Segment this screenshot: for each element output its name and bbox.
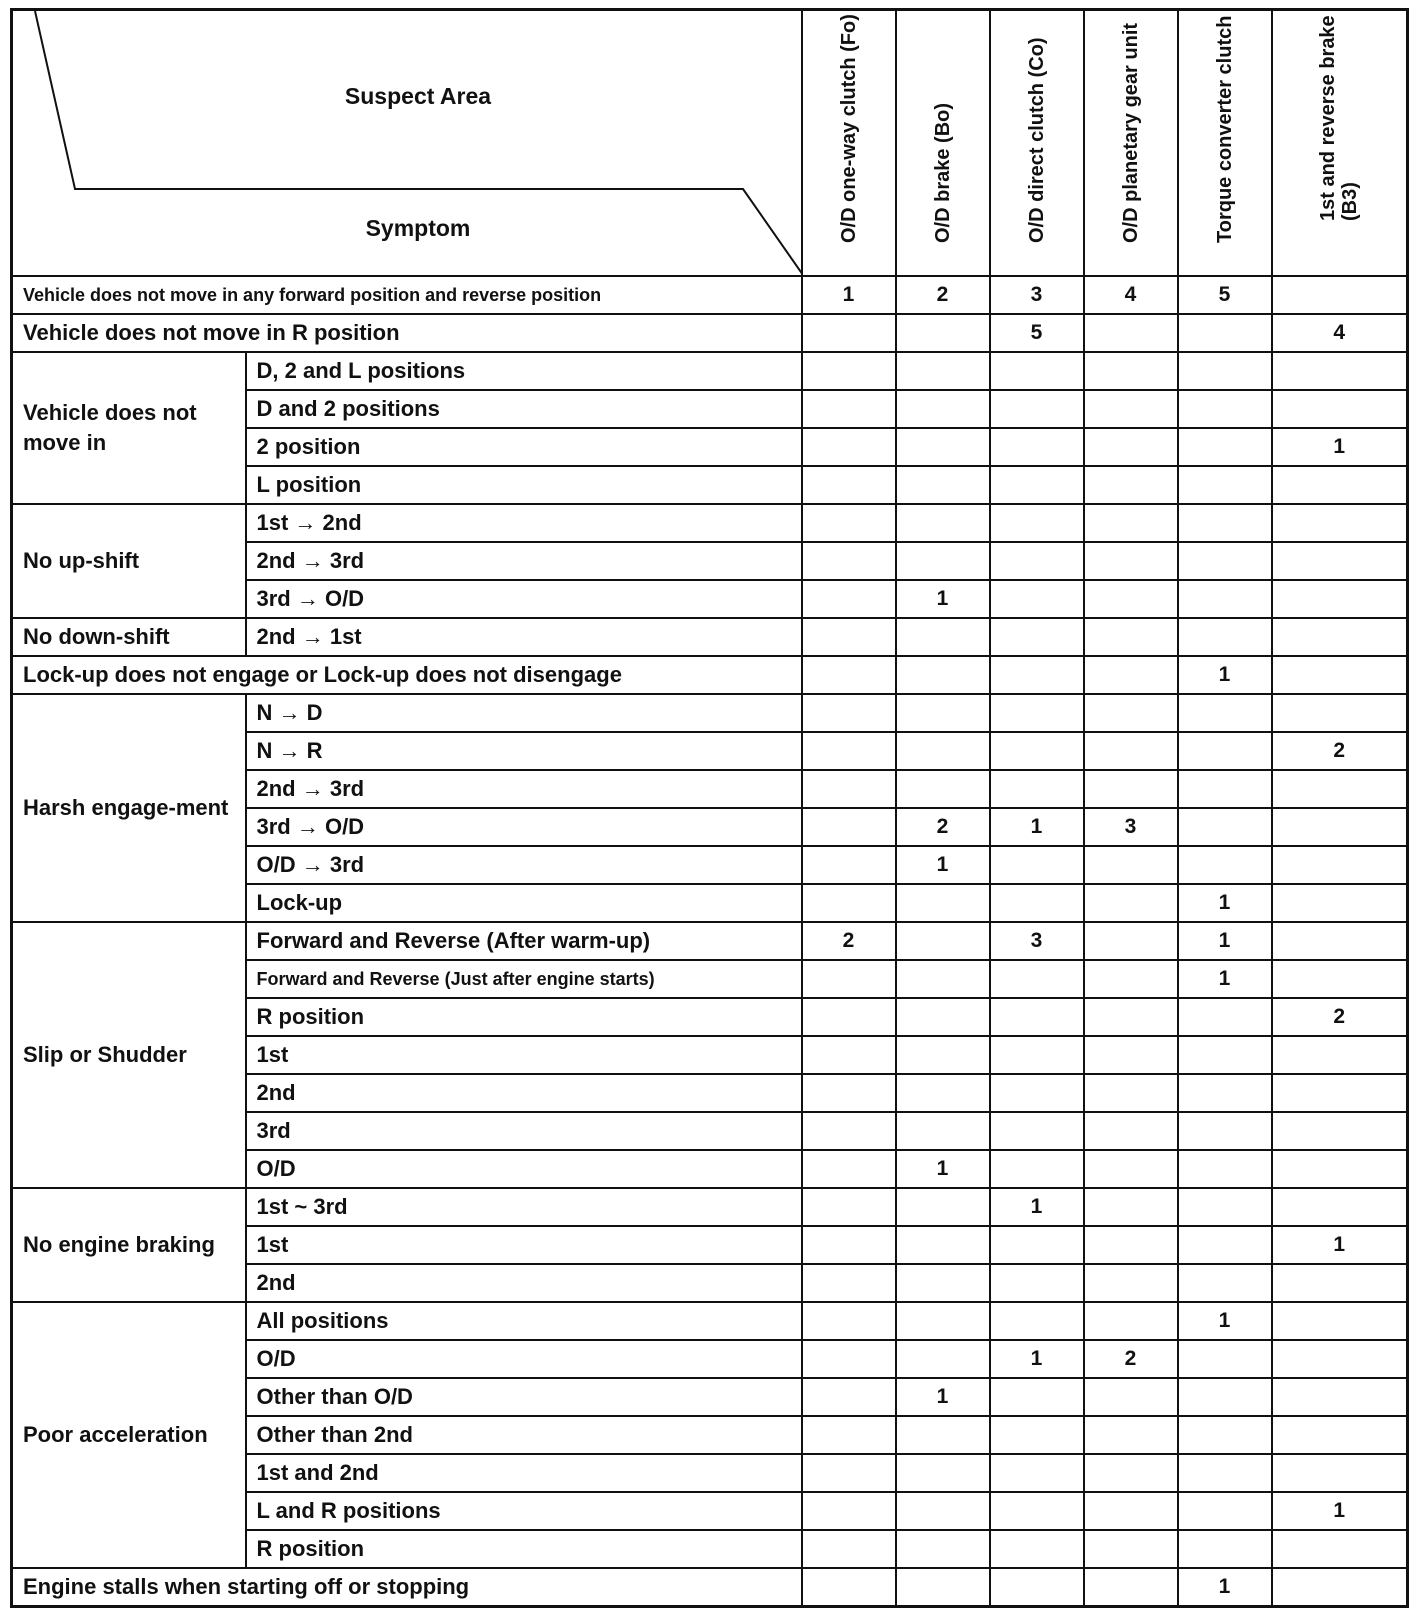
priority-cell bbox=[1178, 580, 1272, 618]
priority-cell bbox=[990, 618, 1084, 656]
priority-cell bbox=[1272, 1036, 1408, 1074]
table-row bbox=[12, 1188, 1408, 1226]
priority-cell bbox=[1084, 1226, 1178, 1264]
priority-cell bbox=[1272, 542, 1408, 580]
priority-cell bbox=[1178, 1226, 1272, 1264]
priority-cell bbox=[896, 960, 990, 998]
priority-cell bbox=[896, 504, 990, 542]
priority-cell bbox=[1178, 770, 1272, 808]
priority-cell: 1 bbox=[990, 1340, 1084, 1378]
priority-cell bbox=[990, 1530, 1084, 1568]
priority-cell bbox=[1178, 542, 1272, 580]
column-header: 1st and reverse brake (B3) bbox=[1272, 10, 1408, 277]
priority-cell bbox=[802, 656, 896, 694]
priority-cell bbox=[1272, 1454, 1408, 1492]
priority-cell bbox=[802, 352, 896, 390]
priority-cell bbox=[1272, 960, 1408, 998]
symptom-detail-cell: 2nd bbox=[246, 1264, 802, 1302]
priority-cell bbox=[1178, 1036, 1272, 1074]
priority-cell bbox=[802, 1454, 896, 1492]
symptom-cell: Lock-up does not engage or Lock-up does not disengage bbox=[12, 656, 802, 694]
priority-cell bbox=[1272, 808, 1408, 846]
priority-cell bbox=[896, 1188, 990, 1226]
suspect-area-label: Suspect Area bbox=[344, 83, 492, 109]
priority-cell bbox=[802, 1188, 896, 1226]
symptom-detail-cell: O/D bbox=[246, 1340, 802, 1378]
priority-cell bbox=[802, 1150, 896, 1188]
priority-cell bbox=[1178, 1530, 1272, 1568]
priority-cell bbox=[802, 732, 896, 770]
priority-cell bbox=[802, 1340, 896, 1378]
priority-cell bbox=[1272, 1188, 1408, 1226]
priority-cell bbox=[1272, 1150, 1408, 1188]
priority-cell bbox=[802, 1568, 896, 1607]
symptom-detail-cell: Other than 2nd bbox=[246, 1416, 802, 1454]
priority-cell bbox=[802, 1378, 896, 1416]
priority-cell bbox=[1272, 1112, 1408, 1150]
priority-cell: 1 bbox=[1178, 1302, 1272, 1340]
priority-cell bbox=[1178, 504, 1272, 542]
table-row bbox=[12, 1568, 1408, 1607]
priority-cell bbox=[1272, 922, 1408, 960]
priority-cell bbox=[1272, 656, 1408, 694]
priority-cell bbox=[1272, 390, 1408, 428]
priority-cell bbox=[802, 390, 896, 428]
symptom-detail-cell: O/D bbox=[246, 1150, 802, 1188]
priority-cell: 1 bbox=[1178, 884, 1272, 922]
priority-cell: 1 bbox=[896, 580, 990, 618]
symptom-group-cell: Harsh engage-ment bbox=[12, 694, 246, 922]
priority-cell bbox=[896, 694, 990, 732]
symptom-detail-cell: All positions bbox=[246, 1302, 802, 1340]
symptom-detail-cell: D and 2 positions bbox=[246, 390, 802, 428]
priority-cell bbox=[990, 770, 1084, 808]
priority-cell bbox=[1272, 276, 1408, 314]
priority-cell bbox=[1272, 504, 1408, 542]
symptom-detail-cell: R position bbox=[246, 1530, 802, 1568]
priority-cell bbox=[1178, 732, 1272, 770]
priority-cell: 1 bbox=[990, 808, 1084, 846]
priority-cell bbox=[1084, 884, 1178, 922]
symptom-detail-cell: L and R positions bbox=[246, 1492, 802, 1530]
symptom-cell: Engine stalls when starting off or stopping bbox=[12, 1568, 802, 1607]
column-header: O/D direct clutch (Co) bbox=[990, 10, 1084, 277]
column-header: O/D one-way clutch (Fo) bbox=[802, 10, 896, 277]
priority-cell bbox=[896, 542, 990, 580]
priority-cell bbox=[896, 352, 990, 390]
priority-cell bbox=[990, 1492, 1084, 1530]
priority-cell bbox=[896, 1568, 990, 1607]
symptom-detail-cell: O/D → 3rd bbox=[246, 846, 802, 884]
priority-cell bbox=[1272, 770, 1408, 808]
priority-cell bbox=[1084, 998, 1178, 1036]
priority-cell bbox=[1272, 1340, 1408, 1378]
priority-cell bbox=[990, 1416, 1084, 1454]
symptom-detail-cell: N → R bbox=[246, 732, 802, 770]
symptom-group-cell: No up-shift bbox=[12, 504, 246, 618]
priority-cell bbox=[990, 542, 1084, 580]
priority-cell bbox=[1178, 998, 1272, 1036]
priority-cell: 1 bbox=[802, 276, 896, 314]
symptom-detail-cell: 3rd bbox=[246, 1112, 802, 1150]
priority-cell bbox=[802, 1036, 896, 1074]
column-header: O/D brake (Bo) bbox=[896, 10, 990, 277]
symptom-group-cell: No down-shift bbox=[12, 618, 246, 656]
priority-cell bbox=[802, 1226, 896, 1264]
priority-cell bbox=[1178, 390, 1272, 428]
priority-cell bbox=[1272, 1302, 1408, 1340]
symptom-detail-cell: 1st bbox=[246, 1036, 802, 1074]
symptom-detail-cell: 1st → 2nd bbox=[246, 504, 802, 542]
priority-cell: 1 bbox=[990, 1188, 1084, 1226]
priority-cell: 4 bbox=[1272, 314, 1408, 352]
priority-cell bbox=[1272, 1568, 1408, 1607]
priority-cell bbox=[1084, 390, 1178, 428]
priority-cell bbox=[802, 1416, 896, 1454]
symptom-cell: Vehicle does not move in R position bbox=[12, 314, 802, 352]
priority-cell bbox=[1272, 846, 1408, 884]
priority-cell bbox=[1084, 1074, 1178, 1112]
priority-cell bbox=[896, 732, 990, 770]
priority-cell bbox=[1084, 1416, 1178, 1454]
priority-cell bbox=[1084, 466, 1178, 504]
table-row bbox=[12, 694, 1408, 732]
priority-cell: 1 bbox=[1178, 1568, 1272, 1607]
priority-cell bbox=[1178, 1150, 1272, 1188]
priority-cell bbox=[896, 428, 990, 466]
priority-cell bbox=[1084, 1530, 1178, 1568]
priority-cell bbox=[1084, 428, 1178, 466]
priority-cell: 2 bbox=[896, 808, 990, 846]
priority-cell bbox=[1084, 1568, 1178, 1607]
priority-cell bbox=[1084, 770, 1178, 808]
priority-cell bbox=[1272, 884, 1408, 922]
priority-cell bbox=[802, 1264, 896, 1302]
priority-cell bbox=[1178, 808, 1272, 846]
priority-cell bbox=[896, 1112, 990, 1150]
priority-cell bbox=[802, 998, 896, 1036]
priority-cell: 3 bbox=[990, 922, 1084, 960]
symptom-detail-cell: Lock-up bbox=[246, 884, 802, 922]
priority-cell bbox=[896, 466, 990, 504]
priority-cell bbox=[1272, 466, 1408, 504]
priority-cell bbox=[896, 1416, 990, 1454]
priority-cell bbox=[1084, 1378, 1178, 1416]
priority-cell bbox=[990, 1378, 1084, 1416]
priority-cell: 5 bbox=[1178, 276, 1272, 314]
priority-cell bbox=[896, 314, 990, 352]
priority-cell bbox=[990, 732, 1084, 770]
corner-header bbox=[12, 10, 802, 277]
priority-cell: 1 bbox=[896, 1150, 990, 1188]
symptom-cell: Vehicle does not move in any forward position and reverse position bbox=[12, 276, 802, 314]
priority-cell bbox=[802, 542, 896, 580]
priority-cell bbox=[1178, 1188, 1272, 1226]
priority-cell: 3 bbox=[990, 276, 1084, 314]
priority-cell bbox=[990, 1264, 1084, 1302]
symptom-suspect-area-table bbox=[10, 8, 1409, 1608]
symptom-detail-cell: 1st bbox=[246, 1226, 802, 1264]
priority-cell bbox=[896, 884, 990, 922]
table-body bbox=[12, 276, 1408, 1607]
priority-cell bbox=[896, 998, 990, 1036]
priority-cell bbox=[990, 846, 1084, 884]
priority-cell: 3 bbox=[1084, 808, 1178, 846]
symptom-group-cell: Vehicle does not move in bbox=[12, 352, 246, 504]
priority-cell bbox=[1084, 656, 1178, 694]
priority-cell bbox=[1272, 1074, 1408, 1112]
priority-cell bbox=[1084, 732, 1178, 770]
priority-cell bbox=[1084, 314, 1178, 352]
diagnosis-table-container bbox=[10, 8, 1406, 1608]
priority-cell bbox=[802, 960, 896, 998]
priority-cell bbox=[990, 960, 1084, 998]
priority-cell bbox=[990, 1112, 1084, 1150]
priority-cell bbox=[802, 1492, 896, 1530]
priority-cell: 1 bbox=[1178, 960, 1272, 998]
symptom-detail-cell: 3rd → O/D bbox=[246, 580, 802, 618]
priority-cell bbox=[990, 1302, 1084, 1340]
priority-cell bbox=[990, 656, 1084, 694]
priority-cell bbox=[1084, 694, 1178, 732]
priority-cell bbox=[1178, 1378, 1272, 1416]
priority-cell bbox=[1084, 1188, 1178, 1226]
priority-cell bbox=[1084, 922, 1178, 960]
symptom-group-cell: Slip or Shudder bbox=[12, 922, 246, 1188]
symptom-detail-cell: Other than O/D bbox=[246, 1378, 802, 1416]
priority-cell bbox=[1084, 1492, 1178, 1530]
priority-cell bbox=[1178, 618, 1272, 656]
priority-cell bbox=[990, 998, 1084, 1036]
table-row bbox=[12, 618, 1408, 656]
table-row bbox=[12, 352, 1408, 390]
symptom-detail-cell: 2nd → 3rd bbox=[246, 542, 802, 580]
priority-cell bbox=[802, 466, 896, 504]
priority-cell: 1 bbox=[1178, 922, 1272, 960]
priority-cell: 2 bbox=[1272, 998, 1408, 1036]
priority-cell bbox=[1178, 466, 1272, 504]
priority-cell bbox=[1084, 618, 1178, 656]
priority-cell bbox=[990, 1454, 1084, 1492]
table-row bbox=[12, 504, 1408, 542]
priority-cell bbox=[1084, 542, 1178, 580]
priority-cell bbox=[802, 694, 896, 732]
priority-cell bbox=[802, 580, 896, 618]
symptom-detail-cell: 1st ~ 3rd bbox=[246, 1188, 802, 1226]
priority-cell bbox=[1272, 618, 1408, 656]
priority-cell bbox=[990, 1074, 1084, 1112]
priority-cell bbox=[802, 884, 896, 922]
table-row bbox=[12, 922, 1408, 960]
priority-cell: 5 bbox=[990, 314, 1084, 352]
priority-cell: 1 bbox=[1272, 428, 1408, 466]
priority-cell bbox=[1272, 1378, 1408, 1416]
priority-cell bbox=[896, 770, 990, 808]
symptom-label: Symptom bbox=[365, 215, 471, 241]
priority-cell bbox=[990, 504, 1084, 542]
symptom-detail-cell: 2nd bbox=[246, 1074, 802, 1112]
priority-cell bbox=[802, 1074, 896, 1112]
symptom-detail-cell: Forward and Reverse (After warm-up) bbox=[246, 922, 802, 960]
priority-cell bbox=[990, 694, 1084, 732]
table-row bbox=[12, 276, 1408, 314]
priority-cell bbox=[896, 390, 990, 428]
symptom-detail-cell: 2 position bbox=[246, 428, 802, 466]
priority-cell: 2 bbox=[896, 276, 990, 314]
symptom-detail-cell: Forward and Reverse (Just after engine starts) bbox=[246, 960, 802, 998]
priority-cell: 4 bbox=[1084, 276, 1178, 314]
symptom-detail-cell: L position bbox=[246, 466, 802, 504]
priority-cell: 1 bbox=[1272, 1226, 1408, 1264]
priority-cell bbox=[1084, 1302, 1178, 1340]
priority-cell bbox=[802, 808, 896, 846]
priority-cell bbox=[896, 618, 990, 656]
priority-cell bbox=[896, 1340, 990, 1378]
priority-cell bbox=[1272, 694, 1408, 732]
column-header: Torque converter clutch bbox=[1178, 10, 1272, 277]
priority-cell bbox=[802, 1112, 896, 1150]
priority-cell bbox=[802, 428, 896, 466]
priority-cell: 1 bbox=[1178, 656, 1272, 694]
priority-cell bbox=[990, 428, 1084, 466]
priority-cell bbox=[1084, 504, 1178, 542]
priority-cell bbox=[1084, 580, 1178, 618]
symptom-group-cell: No engine braking bbox=[12, 1188, 246, 1302]
priority-cell bbox=[802, 846, 896, 884]
priority-cell: 1 bbox=[896, 1378, 990, 1416]
priority-cell bbox=[1178, 1074, 1272, 1112]
priority-cell bbox=[1178, 314, 1272, 352]
priority-cell bbox=[1084, 352, 1178, 390]
symptom-detail-cell: D, 2 and L positions bbox=[246, 352, 802, 390]
symptom-detail-cell: 3rd → O/D bbox=[246, 808, 802, 846]
table-row bbox=[12, 314, 1408, 352]
symptom-detail-cell: 2nd → 3rd bbox=[246, 770, 802, 808]
priority-cell bbox=[990, 390, 1084, 428]
priority-cell bbox=[1178, 1112, 1272, 1150]
priority-cell bbox=[802, 504, 896, 542]
priority-cell bbox=[896, 1036, 990, 1074]
symptom-group-cell: Poor acceleration bbox=[12, 1302, 246, 1568]
priority-cell bbox=[990, 466, 1084, 504]
priority-cell bbox=[990, 1036, 1084, 1074]
priority-cell bbox=[1178, 428, 1272, 466]
priority-cell: 2 bbox=[802, 922, 896, 960]
priority-cell bbox=[990, 1150, 1084, 1188]
priority-cell bbox=[1178, 1492, 1272, 1530]
priority-cell bbox=[896, 1074, 990, 1112]
priority-cell bbox=[1272, 1530, 1408, 1568]
priority-cell bbox=[896, 1454, 990, 1492]
priority-cell: 1 bbox=[896, 846, 990, 884]
priority-cell bbox=[1178, 694, 1272, 732]
priority-cell bbox=[1272, 1264, 1408, 1302]
priority-cell bbox=[1272, 352, 1408, 390]
priority-cell bbox=[802, 618, 896, 656]
table-row bbox=[12, 656, 1408, 694]
priority-cell bbox=[990, 580, 1084, 618]
priority-cell bbox=[802, 314, 896, 352]
priority-cell bbox=[896, 922, 990, 960]
priority-cell bbox=[1084, 1036, 1178, 1074]
priority-cell bbox=[802, 1530, 896, 1568]
priority-cell: 2 bbox=[1084, 1340, 1178, 1378]
priority-cell bbox=[1178, 846, 1272, 884]
priority-cell bbox=[990, 1568, 1084, 1607]
priority-cell bbox=[802, 770, 896, 808]
priority-cell bbox=[802, 1302, 896, 1340]
priority-cell: 1 bbox=[1272, 1492, 1408, 1530]
priority-cell bbox=[896, 1302, 990, 1340]
priority-cell bbox=[1178, 1416, 1272, 1454]
priority-cell bbox=[1178, 1340, 1272, 1378]
priority-cell bbox=[896, 656, 990, 694]
symptom-detail-cell: N → D bbox=[246, 694, 802, 732]
priority-cell bbox=[1084, 960, 1178, 998]
priority-cell: 2 bbox=[1272, 732, 1408, 770]
priority-cell bbox=[990, 884, 1084, 922]
table-row bbox=[12, 1302, 1408, 1340]
column-header: O/D planetary gear unit bbox=[1084, 10, 1178, 277]
priority-cell bbox=[896, 1226, 990, 1264]
priority-cell bbox=[1178, 1264, 1272, 1302]
header-row bbox=[12, 10, 1408, 277]
priority-cell bbox=[990, 352, 1084, 390]
symptom-detail-cell: R position bbox=[246, 998, 802, 1036]
priority-cell bbox=[1178, 1454, 1272, 1492]
priority-cell bbox=[1084, 1150, 1178, 1188]
priority-cell bbox=[1084, 1264, 1178, 1302]
priority-cell bbox=[1272, 580, 1408, 618]
symptom-detail-cell: 2nd → 1st bbox=[246, 618, 802, 656]
priority-cell bbox=[1178, 352, 1272, 390]
priority-cell bbox=[896, 1530, 990, 1568]
priority-cell bbox=[1272, 1416, 1408, 1454]
priority-cell bbox=[896, 1492, 990, 1530]
priority-cell bbox=[990, 1226, 1084, 1264]
priority-cell bbox=[1084, 1454, 1178, 1492]
priority-cell bbox=[896, 1264, 990, 1302]
priority-cell bbox=[1084, 846, 1178, 884]
symptom-detail-cell: 1st and 2nd bbox=[246, 1454, 802, 1492]
priority-cell bbox=[1084, 1112, 1178, 1150]
